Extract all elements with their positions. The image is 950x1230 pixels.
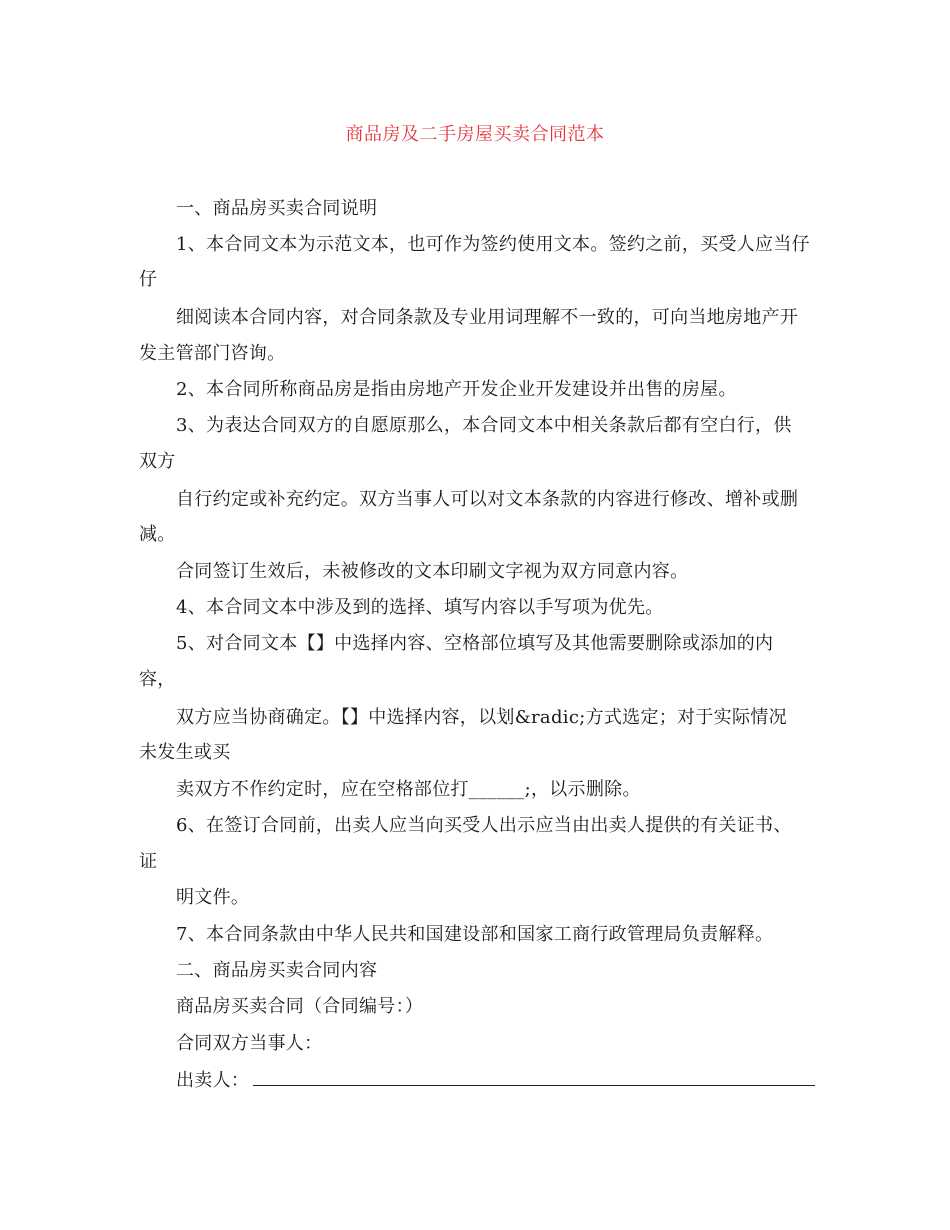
paragraph-line: 减。	[139, 524, 176, 545]
seller-label: 出卖人：	[176, 1070, 250, 1091]
paragraph-line: 未发生或买	[139, 742, 231, 763]
paragraph-line: 发主管部门咨询。	[139, 343, 286, 364]
paragraph-line: 细阅读本合同内容，对合同条款及专业用词理解不一致的，可向当地房地产开	[176, 307, 799, 328]
paragraph-line: 3、为表达合同双方的自愿原那么，本合同文本中相关条款后都有空白行，供	[176, 415, 792, 436]
contract-title-line: 商品房买卖合同（合同编号：）	[176, 996, 424, 1017]
section-heading-1: 一、商品房买卖合同说明	[176, 198, 378, 219]
paragraph-line: 合同签订生效后，未被修改的文本印刷文字视为双方同意内容。	[176, 561, 689, 582]
paragraph-line: 证	[139, 851, 158, 872]
paragraph-line: 自行约定或补充约定。双方当事人可以对文本条款的内容进行修改、增补或删	[176, 489, 799, 510]
paragraph-line	[176, 232, 810, 258]
paragraph-line: 6、在签订合同前，出卖人应当向买受人出示应当由出卖人提供的有关证书、	[176, 815, 792, 836]
seller-line	[176, 1067, 815, 1093]
paragraph-line: 4、本合同文本中涉及到的选择、填写内容以手写项为优先。	[176, 597, 664, 618]
paragraph-text: 1、本合同文本为示范文本，也可作为签约使用文本。签约之前，买受人应当仔	[176, 234, 810, 255]
paragraph-line: 容，	[139, 669, 176, 690]
parties-line: 合同双方当事人：	[176, 1033, 323, 1054]
section-heading-2: 二、商品房买卖合同内容	[176, 960, 378, 981]
paragraph-line: 卖双方不作约定时，应在空格部位打______;，以示删除。	[176, 779, 641, 800]
paragraph-line: 明文件。	[176, 887, 250, 908]
paragraph-line: 双方应当协商确定。【】中选择内容，以划&radic;方式选定；对于实际情况	[176, 707, 787, 728]
document-title: 商品房及二手房屋买卖合同范本	[345, 124, 605, 145]
paragraph-line: 仔	[139, 269, 158, 290]
seller-blank	[253, 1067, 815, 1086]
paragraph-line: 双方	[139, 451, 176, 472]
paragraph-line: 2、本合同所称商品房是指由房地产开发企业开发建设并出售的房屋。	[176, 379, 737, 400]
paragraph-line: 5、对合同文本【】中选择内容、空格部位填写及其他需要删除或添加的内	[176, 633, 774, 654]
paragraph-line: 7、本合同条款由中华人民共和国建设部和国家工商行政管理局负责解释。	[176, 924, 774, 945]
